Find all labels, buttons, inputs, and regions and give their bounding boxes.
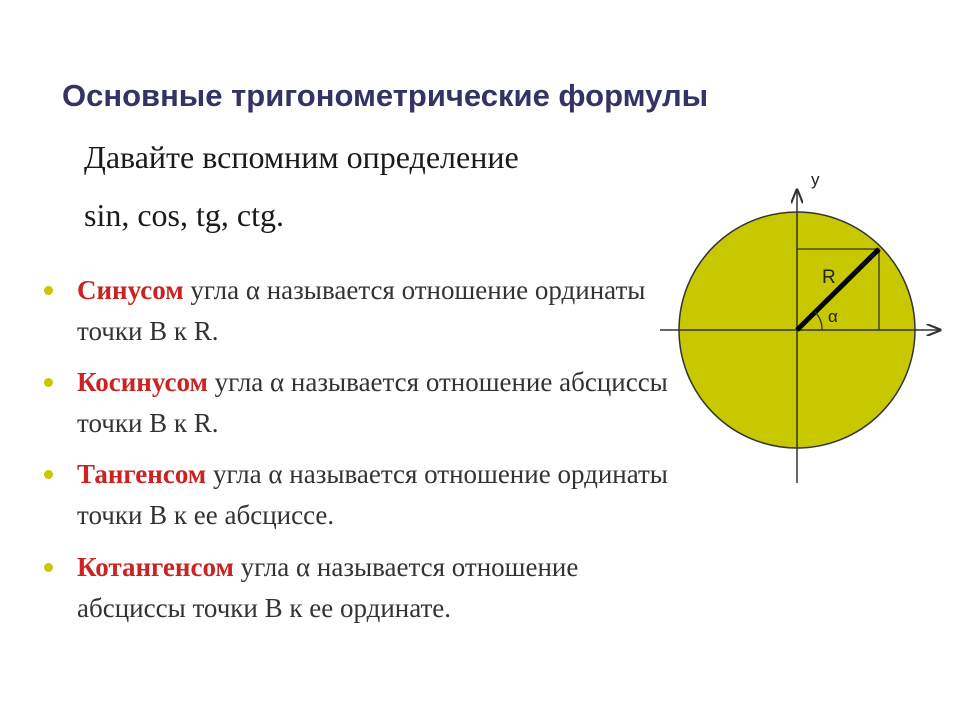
bullet-dot-icon <box>44 378 53 387</box>
page-title: Основные тригонометрические формулы <box>62 78 709 113</box>
list-item-cotangent <box>44 547 684 629</box>
angle-label: α <box>828 307 838 326</box>
list-item-tangent <box>44 454 684 536</box>
definitions-list <box>44 270 684 629</box>
definition-tangent: угла α называется отношение ординаты точки В к ее абсциссе. <box>77 459 668 530</box>
definition-sine: угла α называется отношение ординаты точки В к R. <box>77 275 646 346</box>
term-sine: Синусом <box>77 275 184 305</box>
intro-line-1: Давайте вспомним определение <box>84 139 519 175</box>
term-cosine: Косинусом <box>77 367 208 397</box>
y-axis-label: y <box>811 170 820 189</box>
unit-circle-diagram <box>650 165 950 495</box>
intro-text <box>84 128 519 244</box>
bullet-dot-icon <box>44 470 53 479</box>
list-item-cosine <box>44 362 684 444</box>
term-tangent: Тангенсом <box>77 459 207 489</box>
definition-cotangent: угла α называется отношение абсциссы точки В к ее ординате. <box>77 552 579 623</box>
definition-cosine: угла α называется отношение абсциссы точки В к R. <box>77 367 668 438</box>
bullet-dot-icon <box>44 286 53 295</box>
term-cotangent: Котангенсом <box>77 552 234 582</box>
radius-label: R <box>822 267 836 288</box>
bullet-dot-icon <box>44 563 53 572</box>
list-item-sine <box>44 270 684 352</box>
intro-line-2: sin, cos, tg, ctg. <box>84 197 284 233</box>
